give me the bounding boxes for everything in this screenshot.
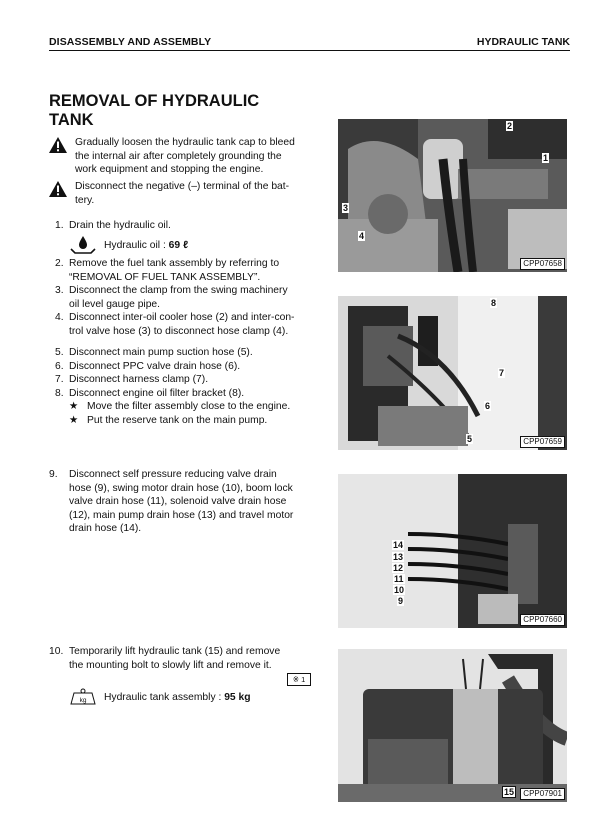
- photo-pump-hoses: [338, 296, 567, 450]
- callout-label: 12: [393, 563, 404, 573]
- callout-label: 13: [393, 552, 404, 562]
- photo-drain-hoses: [338, 474, 567, 628]
- callout-label: 8: [491, 298, 497, 308]
- warning-triangle-icon: [49, 181, 67, 197]
- oil-spec: Hydraulic oil : 69 ℓ: [104, 240, 189, 251]
- callout-label: 9: [398, 596, 404, 606]
- callout-label: 10: [394, 585, 405, 595]
- callout-label: 15: [504, 787, 515, 797]
- reference-box: ※ 1: [287, 673, 311, 686]
- photo-code: CPP07658: [520, 258, 565, 270]
- photo-code: CPP07659: [520, 436, 565, 448]
- callout-label: 1: [543, 153, 549, 163]
- photo-hydraulic-tank-hoses: [338, 119, 567, 272]
- weight-kg-icon: [70, 688, 96, 705]
- callout-label: 3: [343, 203, 349, 213]
- photo-tank-removal: [338, 649, 567, 802]
- callout-label: 4: [359, 231, 365, 241]
- callout-label: 5: [467, 434, 473, 444]
- star-icon: ★: [69, 414, 79, 426]
- callout-label: 14: [393, 540, 404, 550]
- callout-label: 7: [499, 368, 505, 378]
- callout-label: 11: [394, 574, 404, 584]
- header-topic-title: HYDRAULIC TANK: [476, 36, 570, 48]
- oil-drain-icon: [70, 235, 96, 255]
- photo-code: CPP07660: [520, 614, 565, 626]
- photo-code: CPP07901: [520, 788, 565, 800]
- callout-label: 2: [507, 121, 513, 131]
- header-section-title: DISASSEMBLY AND ASSEMBLY: [49, 36, 212, 48]
- star-icon: ★: [69, 401, 79, 412]
- warning-triangle-icon: [49, 137, 67, 153]
- page-title: REMOVAL OF HYDRAULIC TANK: [49, 92, 260, 129]
- callout-label: 6: [485, 401, 491, 411]
- page-header: [49, 36, 570, 51]
- svg-text:kg: kg: [79, 697, 87, 704]
- tank-weight-spec: Hydraulic tank assembly : 95 kg: [104, 692, 251, 703]
